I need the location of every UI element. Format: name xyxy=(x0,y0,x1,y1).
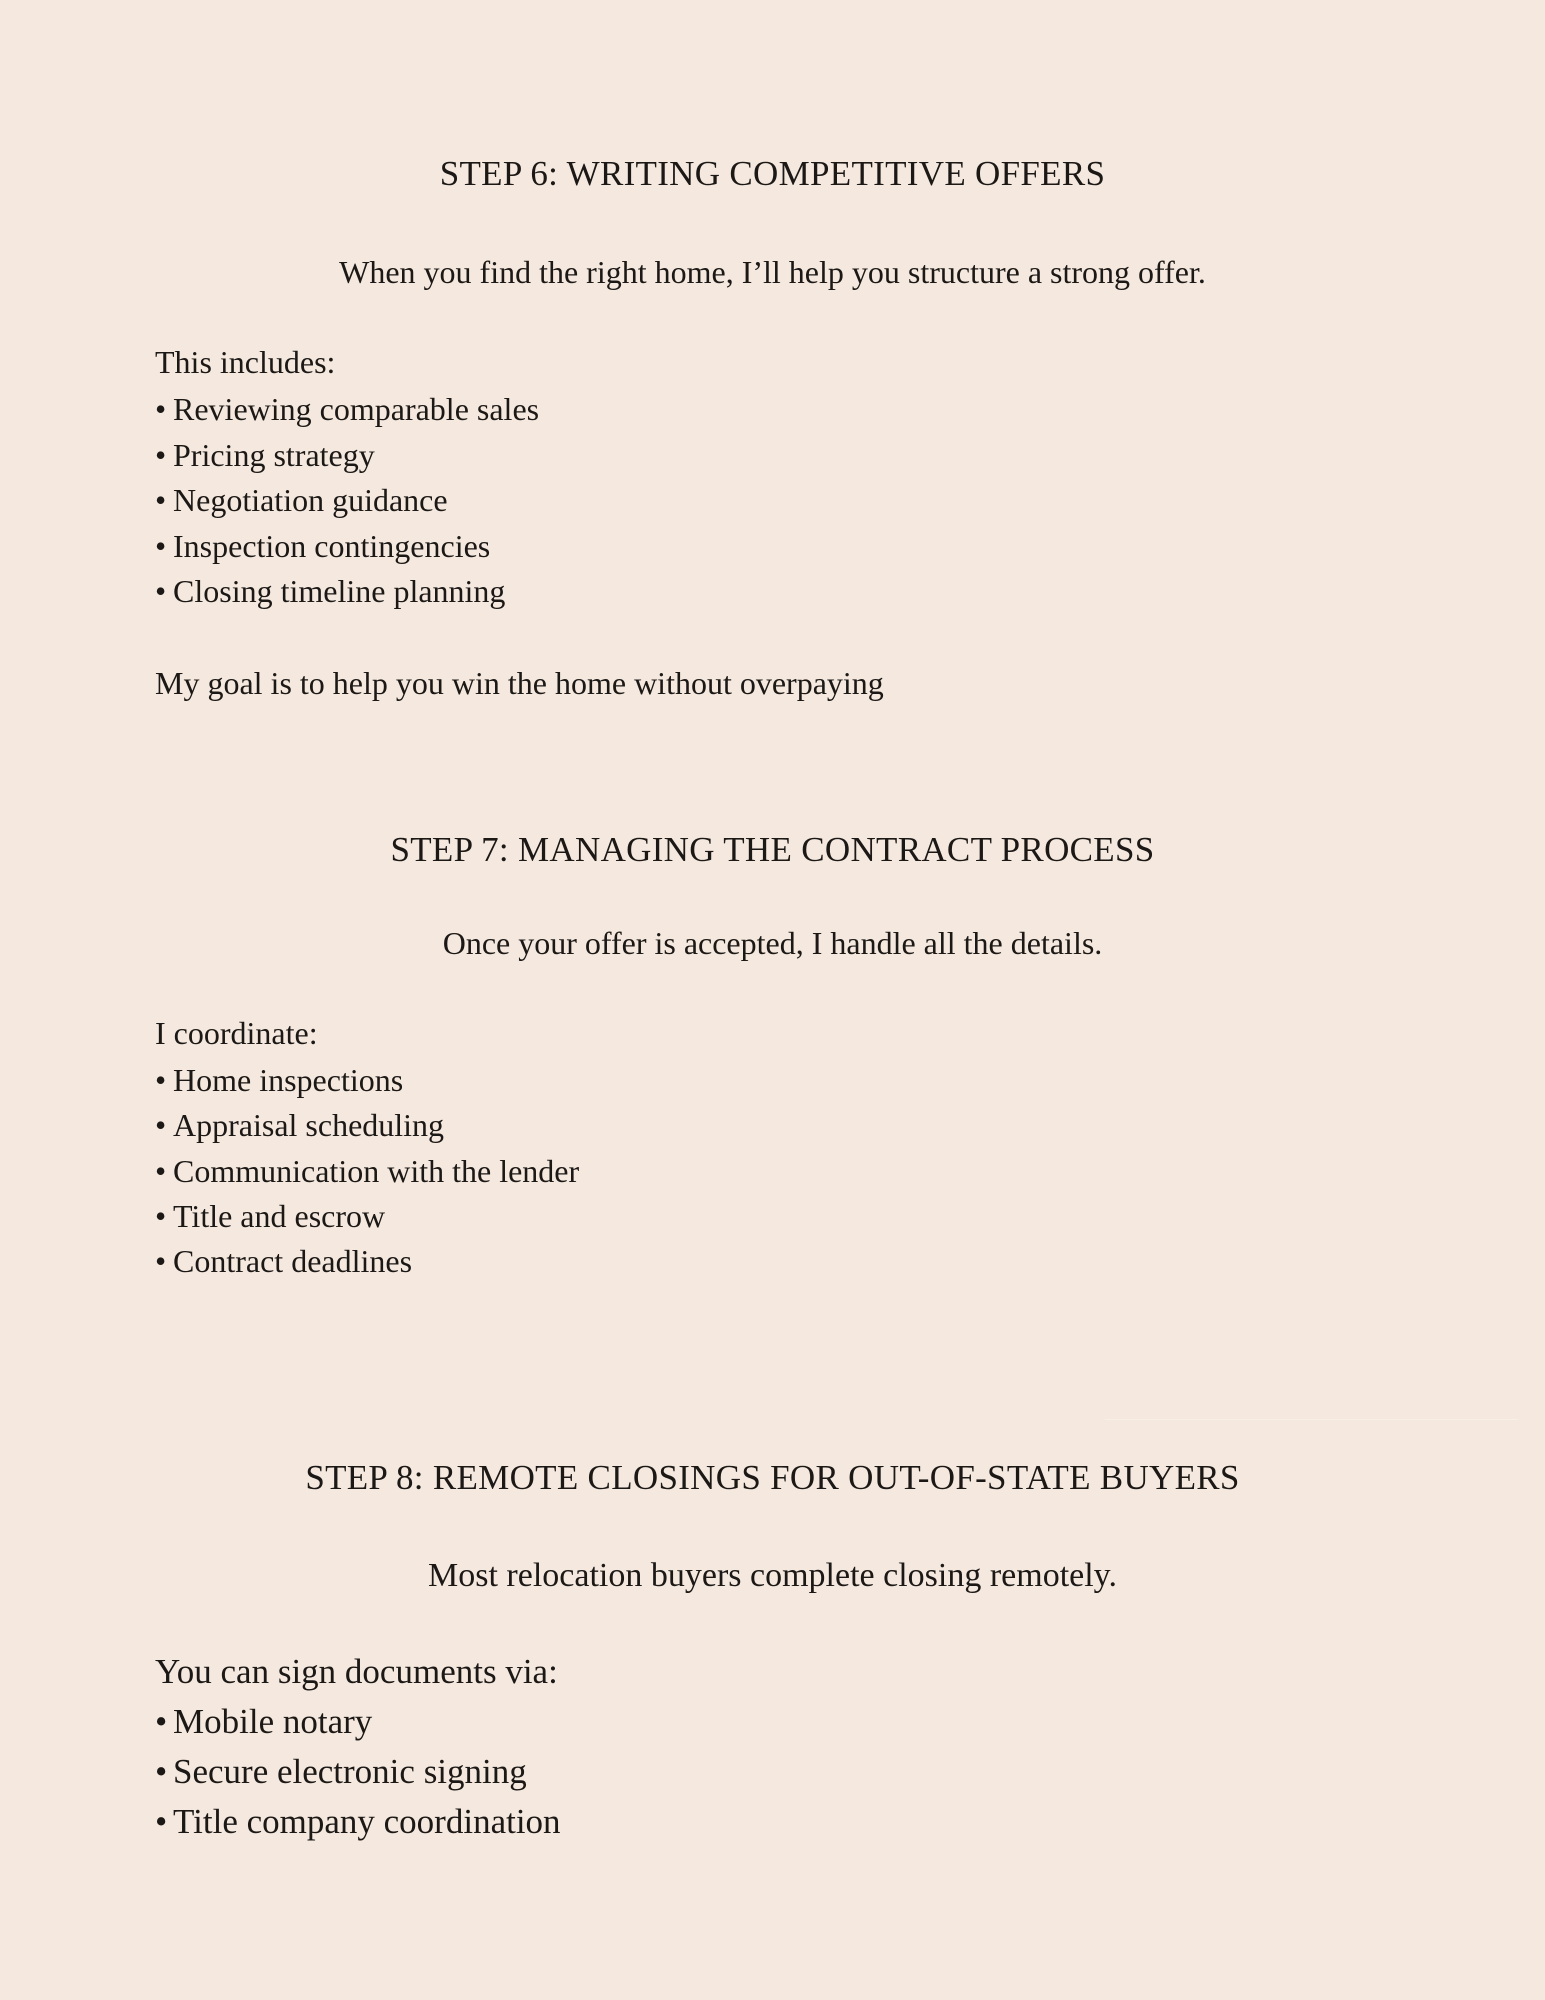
step-6-intro: This includes: xyxy=(155,344,336,380)
step-7-section xyxy=(155,828,1390,1284)
step-6-heading: STEP 6: WRITING COMPETITIVE OFFERS xyxy=(439,154,1106,193)
list-item xyxy=(155,1194,1390,1239)
step-6-section xyxy=(155,152,1390,703)
step-8-section xyxy=(155,1456,1390,1847)
list-item-text: Inspection contingencies xyxy=(173,527,491,564)
divider xyxy=(1105,1419,1518,1420)
bullet-icon: • xyxy=(155,1152,167,1189)
list-item xyxy=(155,1058,1390,1103)
list-item-text: Closing timeline planning xyxy=(173,573,506,609)
step-8-intro: You can sign documents via: xyxy=(155,1652,558,1691)
list-item-text: Communication with the lender xyxy=(173,1152,580,1189)
list-item xyxy=(155,569,1390,615)
bullet-icon: • xyxy=(155,436,167,473)
bullet-icon: • xyxy=(155,573,167,609)
list-item xyxy=(155,1149,1390,1194)
list-item-text: Contract deadlines xyxy=(173,1243,413,1280)
step-6-lead: When you find the right home, I’ll help you structure a strong offer. xyxy=(339,254,1206,290)
step-7-list xyxy=(155,1058,1390,1284)
list-item xyxy=(155,433,1390,479)
bullet-icon: • xyxy=(155,1702,168,1741)
list-item xyxy=(155,387,1390,433)
list-item xyxy=(155,478,1390,524)
bullet-icon: • xyxy=(155,1802,168,1841)
list-item-text: Reviewing comparable sales xyxy=(173,391,540,427)
step-7-heading: STEP 7: MANAGING THE CONTRACT PROCESS xyxy=(390,830,1155,869)
bullet-icon: • xyxy=(155,1197,167,1234)
list-item xyxy=(155,1797,1390,1847)
list-item xyxy=(155,1103,1390,1148)
list-item-text: Secure electronic signing xyxy=(173,1752,527,1791)
list-item xyxy=(155,1239,1390,1284)
step-7-lead: Once your offer is accepted, I handle all the details. xyxy=(442,925,1103,961)
list-item-text: Home inspections xyxy=(173,1062,404,1098)
list-item-text: Title company coordination xyxy=(173,1802,561,1841)
list-item-text: Pricing strategy xyxy=(173,436,375,473)
step-6-list xyxy=(155,387,1390,615)
bullet-icon: • xyxy=(155,1243,167,1280)
bullet-icon: • xyxy=(155,527,167,564)
bullet-icon: • xyxy=(155,482,167,518)
list-item-text: Mobile notary xyxy=(173,1702,373,1741)
list-item-text: Appraisal scheduling xyxy=(173,1107,445,1144)
list-item xyxy=(155,1747,1390,1797)
list-item-text: Title and escrow xyxy=(173,1197,386,1234)
list-item xyxy=(155,1697,1390,1747)
step-8-heading: STEP 8: REMOTE CLOSINGS FOR OUT-OF-STATE BUYERS xyxy=(305,1458,1240,1497)
step-8-list xyxy=(155,1697,1390,1847)
bullet-icon: • xyxy=(155,1062,167,1098)
step-7-intro: I coordinate: xyxy=(155,1015,318,1051)
step-6-closing: My goal is to help you win the home without overpaying xyxy=(155,664,884,701)
bullet-icon: • xyxy=(155,1107,167,1144)
list-item xyxy=(155,524,1390,570)
list-item-text: Negotiation guidance xyxy=(173,482,448,518)
bullet-icon: • xyxy=(155,391,167,427)
step-8-lead: Most relocation buyers complete closing remotely. xyxy=(428,1557,1117,1594)
bullet-icon: • xyxy=(155,1752,168,1791)
